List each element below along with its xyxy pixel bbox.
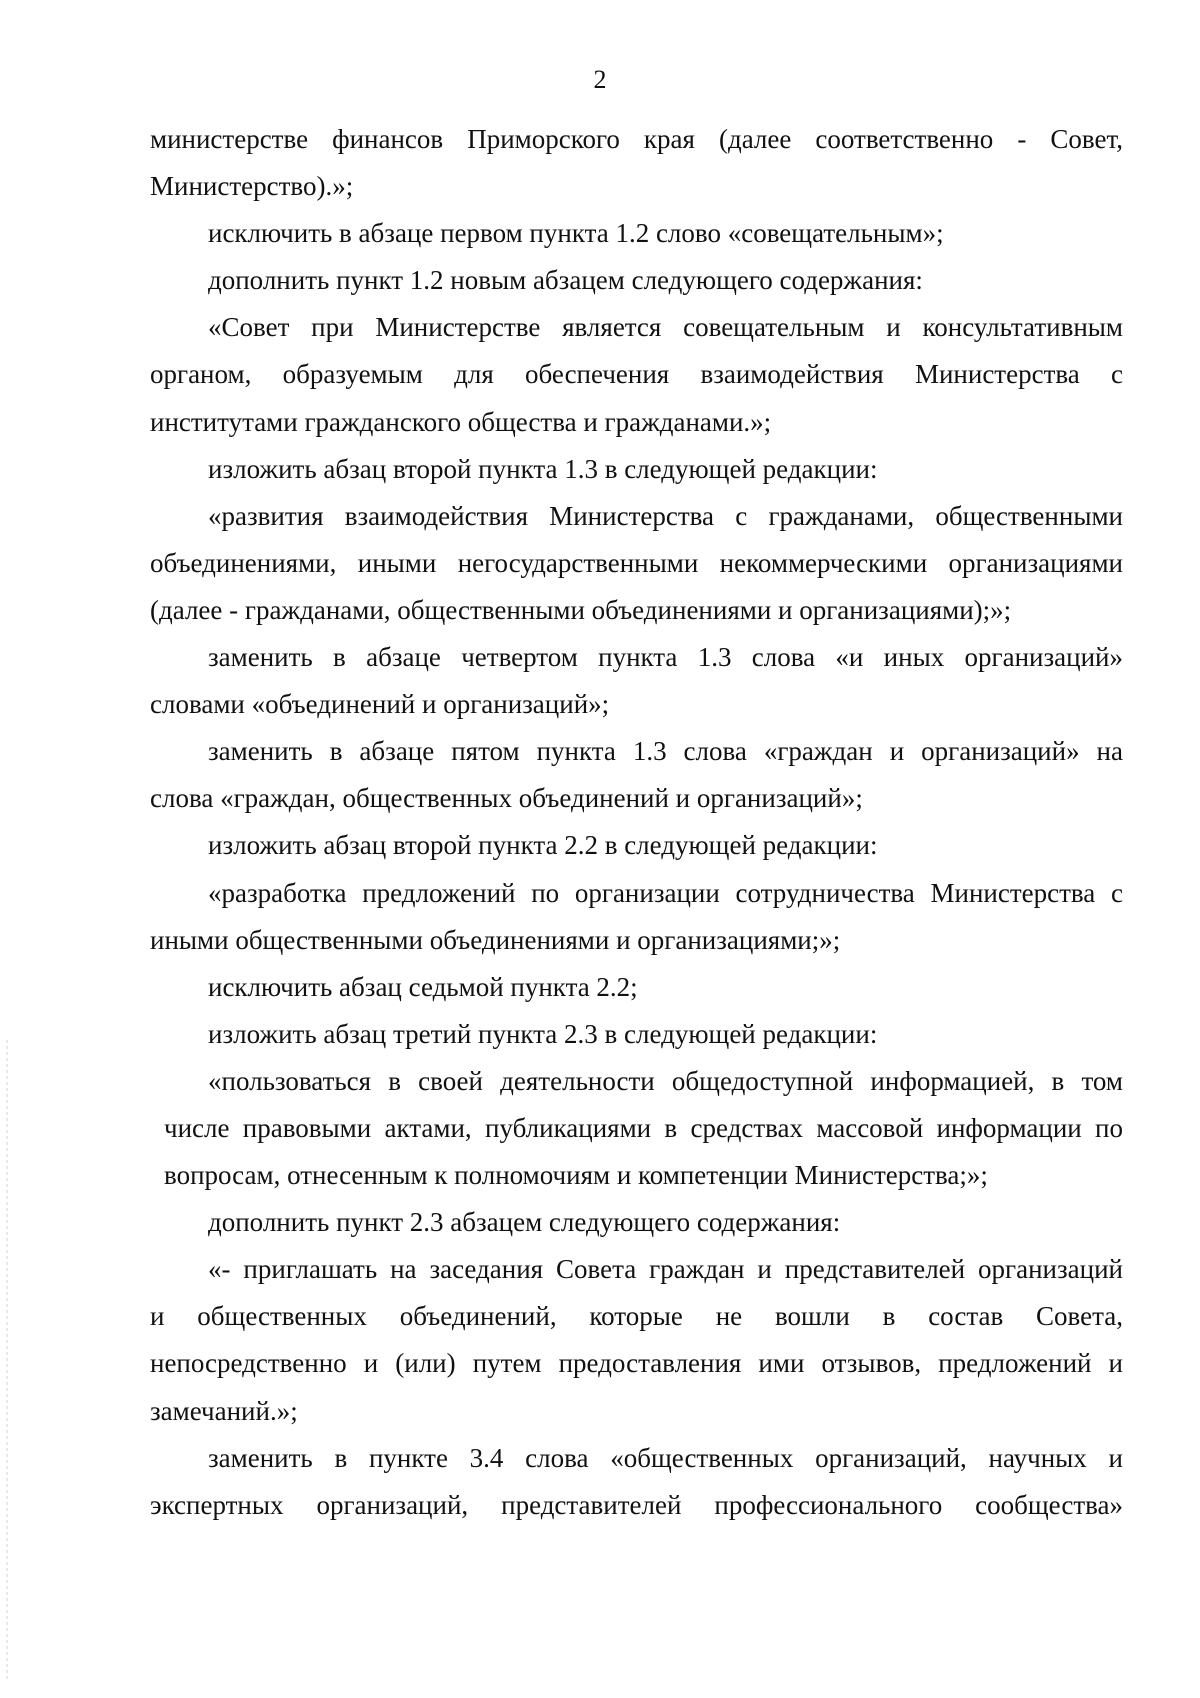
text-line: «разработка предложений по организации сотрудничества Министерства с: [208, 877, 1123, 908]
text-line: иными общественными объединениями и организациями;»;: [150, 924, 841, 955]
text-line: числе правовыми актами, публикациями в средствах массовой информации по: [164, 1112, 1123, 1143]
text-line: «развития взаимодействия Министерства с гражданами, общественными: [208, 500, 1123, 531]
text-line: заменить в абзаце пятом пункта 1.3 слова «граждан и организаций» на: [208, 736, 1123, 767]
text-line: дополнить пункт 1.2 новым абзацем следующего содержания:: [208, 265, 923, 296]
text-line: министерстве финансов Приморского края (далее соответственно - Совет,: [150, 124, 1123, 154]
text-line: изложить абзац второй пункта 2.2 в следующей редакции:: [208, 830, 878, 861]
text-line: непосредственно и (или) путем предоставления ими отзывов, предложений и: [150, 1348, 1123, 1379]
text-line: заменить в абзаце четвертом пункта 1.3 слова «и иных организаций»: [208, 642, 1123, 673]
text-line: институтами гражданского общества и гражданами.»;: [150, 406, 772, 437]
text-line: органом, образуемым для обеспечения взаимодействия Министерства с: [150, 359, 1123, 390]
text-line: экспертных организаций, представителей профессионального сообщества»: [150, 1489, 1123, 1520]
document-body: [150, 116, 1123, 1529]
text-line: замечаний.»;: [150, 1395, 298, 1426]
text-line: объединениями, иными негосударственными некоммерческими организациями: [150, 547, 1123, 578]
text-line: изложить абзац третий пункта 2.3 в следующей редакции:: [208, 1018, 878, 1049]
text-line: вопросам, отнесенным к полномочиям и компетенции Министерства;»;: [164, 1160, 988, 1191]
text-line: исключить абзац седьмой пункта 2.2;: [208, 971, 638, 1002]
text-line: исключить в абзаце первом пункта 1.2 слово «совещательным»;: [208, 218, 944, 249]
scan-edge-artifact: [6, 1040, 8, 1680]
text-line: слова «граждан, общественных объединений и организаций»;: [150, 783, 863, 814]
text-line: «пользоваться в своей деятельности общедоступной информацией, в том: [208, 1065, 1123, 1096]
text-line: и общественных объединений, которые не вошли в состав Совета,: [150, 1301, 1123, 1332]
page-number: 2: [593, 65, 607, 94]
text-line: (далее - гражданами, общественными объединениями и организациями);»;: [150, 594, 1012, 625]
text-line: «Совет при Министерстве является совещательным и консультативным: [208, 312, 1123, 343]
text-line: изложить абзац второй пункта 1.3 в следующей редакции:: [208, 453, 878, 484]
text-line: словами «объединений и организаций»;: [150, 689, 610, 720]
text-line: дополнить пункт 2.3 абзацем следующего содержания:: [208, 1207, 841, 1238]
text-line: Министерство).»;: [150, 171, 354, 202]
text-line: «- приглашать на заседания Совета граждан и представителей организаций: [208, 1254, 1123, 1285]
text-line: заменить в пункте 3.4 слова «общественных организаций, научных и: [208, 1442, 1123, 1473]
